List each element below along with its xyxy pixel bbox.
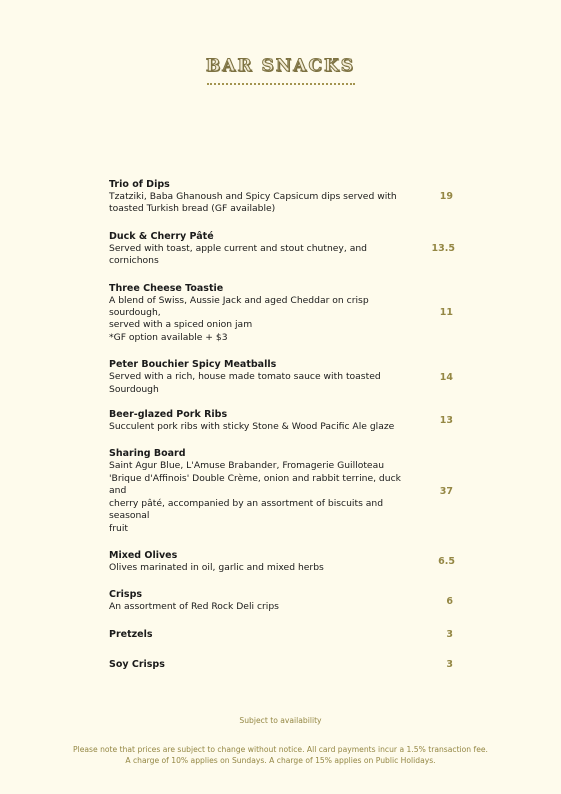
menu-item-name: Sharing Board bbox=[109, 448, 186, 460]
menu-item-text bbox=[109, 588, 409, 613]
menu-item-name: Duck & Cherry Pâté bbox=[109, 230, 214, 242]
menu-item-text bbox=[109, 549, 409, 574]
menu-item-name: Pretzels bbox=[109, 628, 153, 640]
menu-item bbox=[109, 549, 455, 574]
menu-item-description: Tzatziki, Baba Ghanoush and Spicy Capsicum dips served with bbox=[109, 191, 397, 202]
pricing-note bbox=[0, 744, 561, 766]
menu-item-description: Olives marinated in oil, garlic and mixed herbs bbox=[109, 561, 324, 573]
menu-item-price: 14 bbox=[439, 371, 453, 383]
menu-item-description: Succulent pork ribs with sticky Stone & Wood Pacific Ale glaze bbox=[109, 421, 395, 433]
menu-title: BAR SNACKS bbox=[205, 56, 356, 76]
menu-item-text bbox=[109, 358, 409, 396]
menu-item-price: 6.5 bbox=[438, 556, 455, 568]
menu-item-name: Peter Bouchier Spicy Meatballs bbox=[109, 359, 277, 371]
menu-item-description: *GF option available + $3 bbox=[109, 331, 228, 343]
menu-item bbox=[109, 408, 455, 433]
menu-item-text bbox=[109, 408, 409, 433]
menu-item-description: A blend of Swiss, Aussie Jack and aged Cheddar on crisp sourdough, bbox=[109, 294, 369, 319]
pricing-note-line-2: A charge of 10% applies on Sundays. A charge of 15% applies on Public Holidays. bbox=[125, 756, 436, 765]
menu-item-name: Trio of Dips bbox=[109, 179, 170, 190]
menu-item-price: 37 bbox=[439, 485, 453, 497]
menu-item-price: 6 bbox=[446, 595, 453, 607]
menu-item bbox=[109, 588, 455, 613]
menu-item-description: Sourdough bbox=[109, 383, 159, 395]
menu-item-name: Mixed Olives bbox=[109, 549, 178, 561]
menu-item bbox=[109, 358, 455, 396]
menu-item-description: Saint Agur Blue, L'Amuse Brabander, Fromagerie Guilloteau bbox=[109, 460, 385, 472]
menu-item-description: fruit bbox=[109, 522, 128, 534]
menu-item bbox=[109, 178, 455, 216]
availability-note: Subject to availability bbox=[239, 716, 322, 725]
menu-item bbox=[109, 282, 455, 345]
menu-item-text bbox=[109, 230, 409, 268]
menu-item-description: Served with toast, apple current and stout chutney, and cornichons bbox=[109, 242, 367, 267]
menu-item-description: served with a spiced onion jam bbox=[109, 319, 253, 331]
menu-item bbox=[109, 447, 455, 534]
pricing-note-line-1: Please note that prices are subject to change without notice. All card payments incur a 1.5% transaction fee. bbox=[73, 745, 488, 754]
menu-item-price: 11 bbox=[439, 307, 453, 319]
menu-item-price: 19 bbox=[439, 191, 453, 203]
menu-item-price: 13 bbox=[439, 415, 453, 427]
title-divider bbox=[207, 83, 355, 85]
menu-item-name: Beer-glazed Pork Ribs bbox=[109, 409, 228, 421]
menu-list bbox=[109, 178, 455, 671]
menu-item-name: Three Cheese Toastie bbox=[109, 282, 224, 294]
menu-item-text bbox=[109, 447, 409, 534]
menu-item-text bbox=[109, 628, 409, 641]
menu-item bbox=[109, 628, 455, 641]
menu-item-description: 'Brique d'Affinois' Double Crème, onion and rabbit terrine, duck and bbox=[109, 472, 401, 497]
menu-item-description: Served with a rich, house made tomato sauce with toasted bbox=[109, 371, 381, 383]
menu-item bbox=[109, 658, 455, 671]
menu-item-name: Soy Crisps bbox=[109, 658, 165, 670]
menu-item bbox=[109, 230, 455, 268]
menu-item-description: cherry pâté, accompanied by an assortment of biscuits and seasonal bbox=[109, 497, 384, 522]
menu-item-price: 3 bbox=[446, 658, 453, 670]
menu-item-name: Crisps bbox=[109, 589, 143, 601]
menu-item-text bbox=[109, 178, 409, 216]
menu-item-price: 3 bbox=[446, 628, 453, 640]
menu-item-price: 13.5 bbox=[431, 243, 455, 255]
menu-item-text bbox=[109, 658, 409, 671]
menu-item-text bbox=[109, 282, 409, 345]
menu-item-description: toasted Turkish bread (GF available) bbox=[109, 203, 276, 215]
menu-item-description: An assortment of Red Rock Deli crips bbox=[109, 601, 279, 613]
